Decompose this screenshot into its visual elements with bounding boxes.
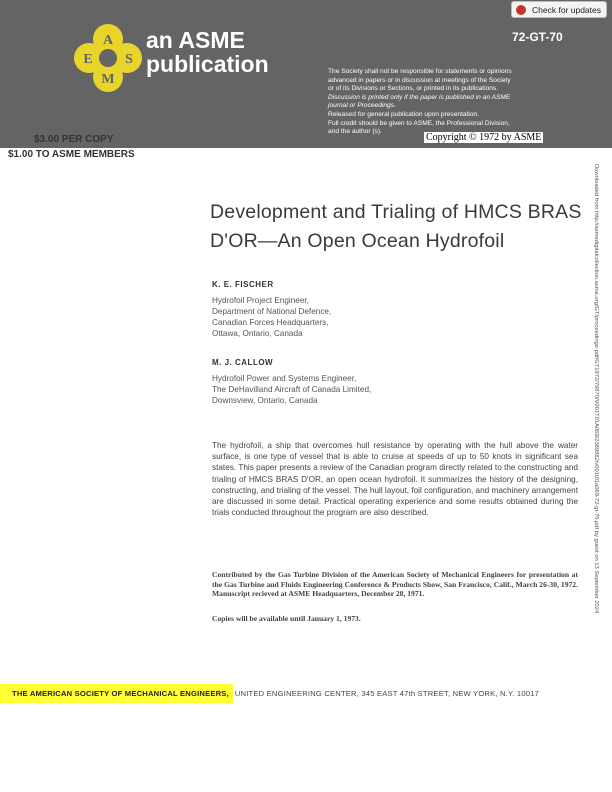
author-affiliation (212, 295, 331, 339)
disclaimer-line: The Society shall not be responsible for statements or opinions (328, 68, 512, 75)
paper-title (210, 198, 590, 256)
disclaimer-line: advanced in papers or in discussion at meetings of the Society (328, 76, 511, 84)
affiliation-line: Hydrofoil Project Engineer, (212, 296, 309, 305)
update-badge-icon (516, 5, 526, 15)
disclaimer-line: Released for general publication upon presentation. (328, 110, 480, 118)
contribution-note: Contributed by the Gas Turbine Division of the American Society of Mechanical Engineers for presentation at the Gas Turbine and Fluids Engineering Conference & Products Show, San Francisco, Calif., March 26-30, 1972. Manuscript recieved at ASME Headquarters, December 28, 1971. (212, 570, 578, 599)
disclaimer-line: Discussion is printed only if the paper is published in an ASME (328, 93, 511, 101)
publication-line2: publication (146, 51, 269, 77)
affiliation-line: Downsview, Ontario, Canada (212, 396, 318, 405)
copyright-notice: Copyright © 1972 by ASME (426, 132, 542, 143)
check-for-updates-button[interactable] (511, 1, 607, 18)
society-address: UNITED ENGINEERING CENTER, 345 EAST 47th STREET, NEW YORK, N.Y. 10017 (234, 689, 540, 698)
author-affiliation (212, 373, 371, 406)
publication-line1: an ASME (146, 27, 245, 53)
title-line2: D'OR—An Open Ocean Hydrofoil (210, 230, 505, 252)
download-sidebar (590, 164, 600, 614)
disclaimer-line: and the author (s). (328, 128, 382, 136)
price-members: $1.00 TO ASME MEMBERS (8, 149, 135, 160)
author-name: K. E. FISCHER (212, 280, 274, 289)
asme-logo (72, 22, 144, 94)
affiliation-line: Ottawa, Ontario, Canada (212, 329, 303, 338)
disclaimer-line: or of its Divisions or Sections, or printed in its publications. (328, 85, 499, 93)
logo-letter-s: S (125, 52, 133, 67)
society-name: THE AMERICAN SOCIETY OF MECHANICAL ENGINEERS, (0, 684, 233, 703)
affiliation-line: Hydrofoil Power and Systems Engineer, (212, 374, 357, 383)
download-notice: Downloaded from http://asmedigitalcollection.asme.org/GT/proceedings-pdf/GT1972/79870/V001T01A069/2389882/v001t01a069-72-gt-70.pdf by guest on 13 September 2024 (593, 164, 599, 614)
disclaimer (328, 68, 578, 137)
logo-letter-a: A (102, 33, 114, 48)
affiliation-line: Canadian Forces Headquarters, (212, 318, 329, 327)
publication-label (146, 28, 269, 76)
affiliation-line: Department of National Defence, (212, 307, 332, 316)
logo-letter-m: M (101, 72, 115, 87)
title-line1: Development and Trialing of HMCS BRAS (210, 201, 582, 223)
disclaimer-line: Full credit should be given to ASME, the Professional Division, (328, 119, 510, 127)
price-per-copy: $3.00 PER COPY (34, 134, 114, 145)
price-block (8, 132, 135, 162)
paper-number: 72-GT-70 (512, 30, 563, 44)
check-for-updates-label: Check for updates (532, 5, 601, 15)
affiliation-line: The DeHavilland Aircraft of Canada Limited, (212, 385, 372, 394)
footer (0, 684, 539, 703)
disclaimer-line: journal or Proceedings. (328, 102, 396, 110)
copies-note: Copies will be available until January 1, 1973. (212, 614, 361, 623)
abstract: The hydrofoil, a ship that overcomes hull resistance by operating with the hull above the water surface, is one type of vessel that is able to cruise at speeds of up to 50 knots in significant sea states. This paper presents a review of the Canadian program directly related to the constructing and trialing of HMCS BRAS D'OR, an open ocean hydrofoil. It summarizes the history of the designing, constructing, and trialing of the vessel. The hull layout, foil configuration, and machinery arrangement are discussed in some detail. Practical operating experience and some results obtained during the trials conducted throughout the program are also described. (212, 441, 578, 518)
logo-letter-e: E (83, 52, 93, 67)
author-name: M. J. CALLOW (212, 358, 274, 367)
